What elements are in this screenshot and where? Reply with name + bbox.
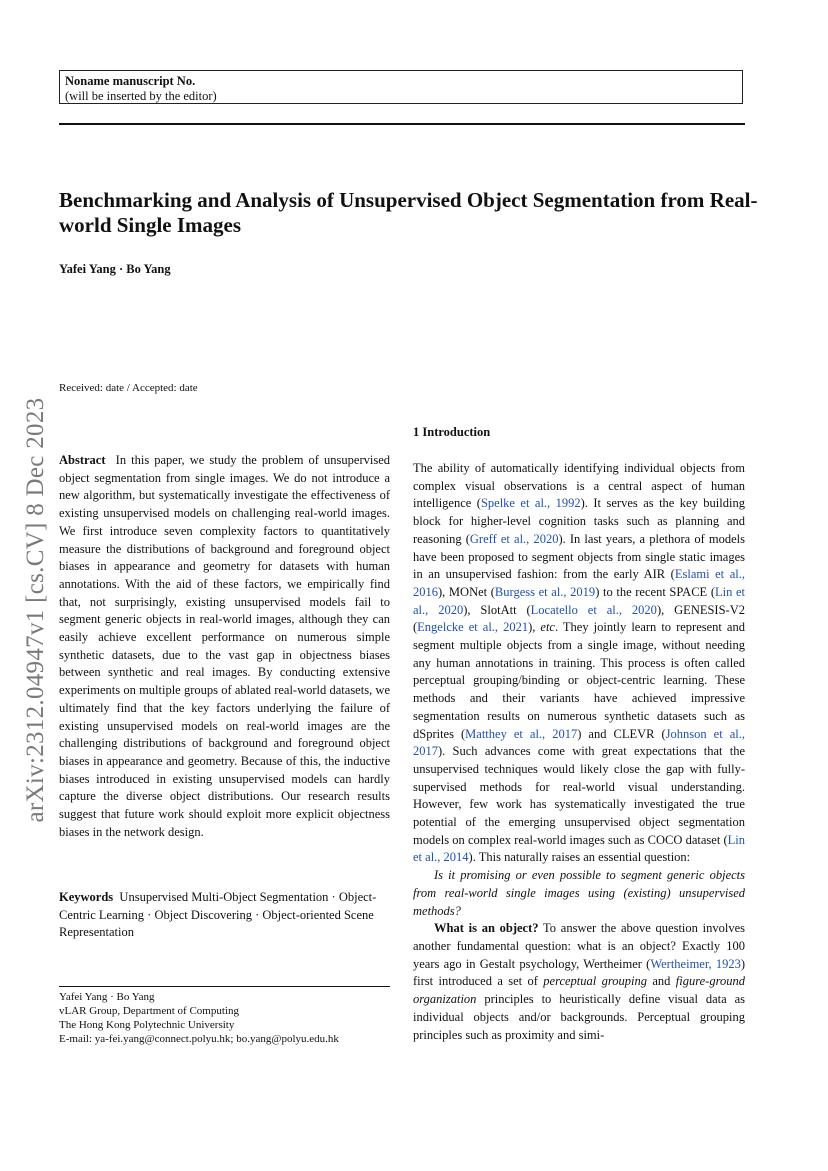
intro-paragraph-1 — [413, 460, 745, 867]
text: and — [647, 974, 676, 989]
citation-link[interactable]: Spelke et al., 1992 — [480, 496, 581, 511]
text: ) to the recent SPACE ( — [595, 584, 715, 599]
text: . They jointly learn to represent and segment multiple objects from a single image, without needing any human annotations in training. This process is often called perceptual grouping/binding or object-centric learning. These methods and their variants have achieved impressive segmentation results on numerous synthetic datasets such as dSprites ( — [413, 620, 745, 741]
received-date: Received: date / Accepted: date — [59, 382, 198, 394]
text: etc — [540, 620, 555, 635]
abstract-label: Abstract — [59, 453, 106, 467]
paragraph-lead: What is an object? — [434, 921, 539, 936]
text: The ability of automatically identifying individual objects from complex visual observations is a central aspect of human intelligence ( — [413, 461, 745, 511]
abstract — [59, 452, 390, 841]
footnote-email: E-mail: ya-fei.yang@connect.polyu.hk; bo.yang@polyu.edu.hk — [59, 1033, 339, 1045]
text: ). In last years, a plethora of models have been proposed to segment objects from single static images in an unsupervised fashion: from the early AIR ( — [413, 531, 745, 582]
text: perceptual grouping — [543, 974, 647, 989]
citation-link[interactable]: Wertheimer, 1923 — [650, 956, 741, 971]
citation-link[interactable]: Matthey et al., 2017 — [465, 726, 578, 741]
text: ), — [528, 620, 541, 635]
keywords-label: Keywords — [59, 890, 114, 904]
text: ), SlotAtt ( — [463, 602, 531, 617]
citation-link[interactable]: Johnson et al., 2017 — [413, 726, 745, 759]
citation-link[interactable]: Lin et al., 2020 — [413, 584, 746, 617]
text: ). This naturally raises an essential question: — [468, 850, 691, 865]
text: ), GENESIS-V2 ( — [413, 602, 745, 635]
text: figure-ground organization — [413, 974, 745, 1007]
section-heading-introduction: 1 Introduction — [413, 425, 491, 439]
text: To answer the above question involves another fundamental question: what is an object? Exactly 100 years ago in Gestalt psychology, Wertheimer ( — [413, 921, 745, 971]
editor-note: (will be inserted by the editor) — [65, 89, 217, 103]
introduction-body — [413, 460, 745, 1044]
text: principles to heuristically define visual data as individual objects and/or backgrounds. Perceptual grouping principles such as proximity and simi- — [413, 992, 745, 1042]
footnote-authors: Yafei Yang · Bo Yang — [59, 991, 155, 1003]
manuscript-number-box — [59, 70, 743, 104]
citation-link[interactable]: Lin et al., 2014 — [413, 832, 745, 865]
keywords — [59, 889, 390, 942]
intro-paragraph-2 — [413, 920, 745, 1044]
citation-link[interactable]: Greff et al., 2020 — [469, 531, 559, 546]
citation-link[interactable]: Burgess et al., 2019 — [494, 584, 596, 599]
text: ). It serves as the key building block for higher-level cognition tasks such as planning and reasoning ( — [413, 496, 745, 546]
text: ), MONet ( — [438, 584, 495, 599]
header-rule — [59, 123, 745, 125]
authors: Yafei Yang · Bo Yang — [59, 262, 171, 276]
abstract-text: In this paper, we study the problem of unsupervised object segmentation from single images. We do not introduce a new algorithm, but systematically investigate the effectiveness of existing unsupervised models on challenging real-world images. We first introduce seven complexity factors to quantitatively measure the distributions of background and foreground object biases in appearance and geometry for datasets with human annotations. With the aid of these factors, we empirically find that, not surprisingly, existing unsupervised models fail to segment generic objects in real-world images, although they can easily achieve excellent performance on numerous simple synthetic datasets, due to the vast gap in objectness biases between synthetic and real images. By conducting extensive experiments on multiple groups of ablated real-world datasets, we ultimately find that the key factors underlying the failure of existing unsupervised models on real-world images are the challenging distributions of background and foreground object biases in appearance and geometry. Because of this, the inductive biases introduced in existing unsupervised models can hardly capture the diverse object distributions. Our research results suggest that future work should exploit more explicit objectness biases in the network design. — [59, 453, 391, 839]
text: ). Such advances come with great expectations that the unsupervised techniques would likely close the gap with fully-supervised methods for real-world visual understanding. However, few work has systematically investigated the true potential of the emerging unsupervised object segmentation models on complex real-world images such as COCO dataset ( — [413, 744, 745, 847]
manuscript-number: Noname manuscript No. — [65, 74, 196, 88]
citation-link[interactable]: Locatello et al., 2020 — [530, 602, 657, 617]
research-question: Is it promising or even possible to segment generic objects from real-world single images using (existing) unsupervised methods? — [413, 868, 745, 918]
paper-title: Benchmarking and Analysis of Unsupervised Object Segmentation from Real-world Single Images — [59, 188, 758, 237]
arxiv-sidebar — [21, 370, 51, 850]
author-footnote — [59, 990, 399, 1046]
citation-link[interactable]: Engelcke et al., 2021 — [417, 620, 529, 635]
footnote-rule — [59, 986, 390, 987]
arxiv-id: arXiv:2312.04947v1 [cs.CV] 8 Dec 2023 — [22, 397, 49, 823]
text: ) first introduced a set of — [413, 956, 746, 989]
citation-link[interactable]: Eslami et al., 2016 — [413, 567, 745, 599]
footnote-university: The Hong Kong Polytechnic University — [59, 1019, 235, 1031]
footnote-affiliation: vLAR Group, Department of Computing — [59, 1005, 239, 1017]
text: ) and CLEVR ( — [577, 726, 666, 741]
keywords-text: Unsupervised Multi-Object Segmentation · Object-Centric Learning · Object Discovering · Object-oriented Scene Representation — [59, 890, 377, 940]
